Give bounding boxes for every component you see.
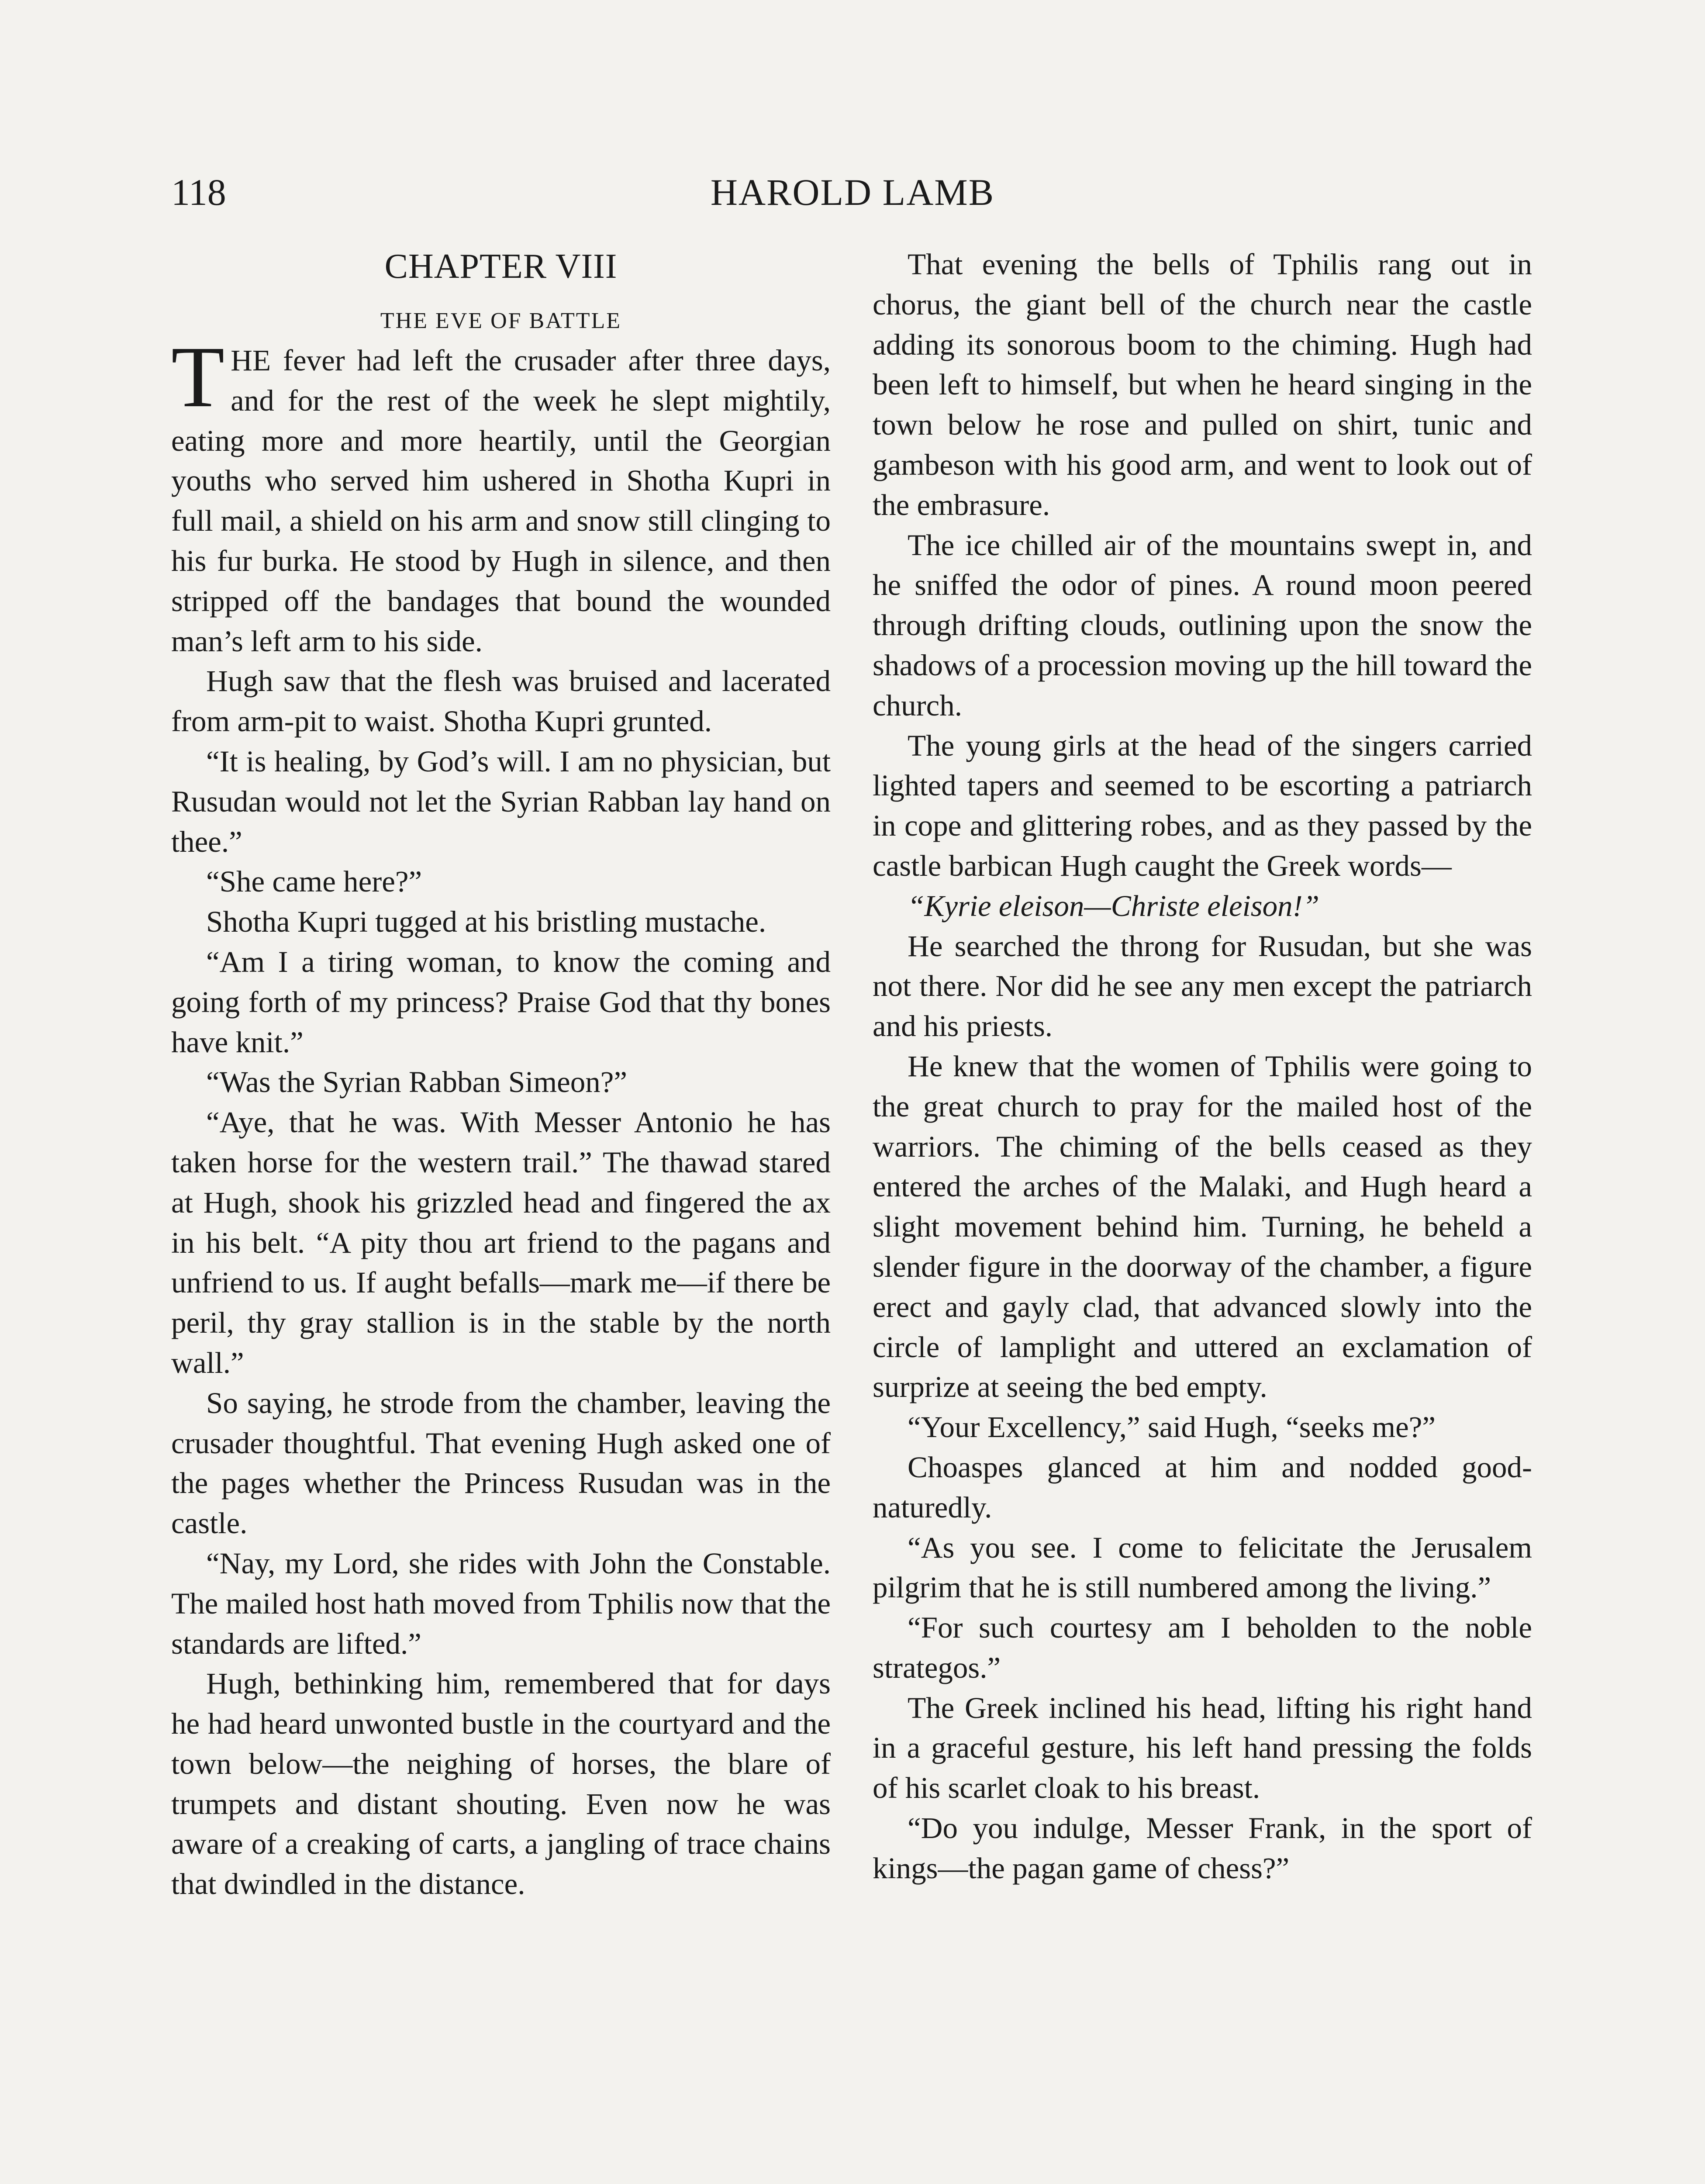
left-column bbox=[171, 245, 831, 1904]
page-number: 118 bbox=[171, 171, 226, 213]
paragraph: “Kyrie eleison—Christe eleison!” bbox=[908, 889, 1319, 923]
paragraph: “As you see. I come to felicitate the Jerusalem pilgrim that he is still numbered among the living.” bbox=[873, 1531, 1532, 1604]
paragraph: Hugh, bethinking him, remembered that for days he had heard unwonted bustle in the courtyard and the town below—the neighing of horses, the blare of trumpets and distant shouting. Even now he was aware of a creaking of carts, a jangling of trace chains that dwindled in the distance. bbox=[171, 1667, 831, 1901]
paragraph: “Was the Syrian Rabban Simeon?” bbox=[206, 1065, 628, 1099]
paragraph: Hugh saw that the flesh was bruised and lacerated from arm-pit to waist. Shotha Kupri grunted. bbox=[171, 664, 831, 738]
paragraph: “She came here?” bbox=[206, 865, 422, 898]
drop-cap: T bbox=[171, 329, 225, 425]
paragraph: “For such courtesy am I beholden to the noble strategos.” bbox=[873, 1611, 1532, 1684]
paragraph: Shotha Kupri tugged at his bristling mustache. bbox=[206, 905, 766, 939]
paragraph: THE fever had left the crusader after three days, and for the rest of the week he slept mightily, eating more and more heartily, until the Georgian youths who served him ushered in Shotha Kupri in full mail, a shield on his arm and snow still clinging to his fur burka. He stood by Hugh in silence, and then stripped off the bandages that bound the wounded man’s left arm to his side. bbox=[171, 329, 831, 658]
paragraph: Choaspes glanced at him and nodded good-naturedly. bbox=[873, 1450, 1532, 1524]
chapter-title: CHAPTER VIII bbox=[384, 247, 618, 286]
paragraph: “Nay, my Lord, she rides with John the Constable. The mailed host hath moved from Tphilis now that the standards are lifted.” bbox=[171, 1546, 831, 1660]
paragraph: “Am I a tiring woman, to know the coming and going forth of my princess? Praise God that thy bones have knit.” bbox=[171, 945, 831, 1059]
running-head bbox=[0, 166, 1705, 218]
paragraph: He searched the throng for Rusudan, but she was not there. Nor did he see any men except the patriarch and his priests. bbox=[873, 929, 1532, 1043]
running-title: HAROLD LAMB bbox=[710, 171, 995, 213]
paragraph: That evening the bells of Tphilis rang out in chorus, the giant bell of the church near the castle adding its sonorous boom to the chiming. Hugh had been left to himself, but when he heard singing in the town below he rose and pulled on shirt, tunic and gambeson with his good arm, and went to look out of the embrasure. bbox=[873, 248, 1532, 522]
chapter-subtitle: THE EVE OF BATTLE bbox=[380, 308, 622, 333]
paragraph: The ice chilled air of the mountains swept in, and he sniffed the odor of pines. A round moon peered through drifting clouds, outlining upon the snow the shadows of a procession moving up the hill toward the church. bbox=[873, 528, 1532, 722]
paragraph: The young girls at the head of the singers carried lighted tapers and seemed to be escorting a patriarch in cope and glittering robes, and as they passed by the castle barbican Hugh caught the Greek words— bbox=[873, 729, 1532, 882]
paragraph: “Aye, that he was. With Messer Antonio he has taken horse for the western trail.” The thawad stared at Hugh, shook his grizzled head and fingered the ax in his belt. “A pity thou art friend to the pagans and unfriend to us. If aught befalls—mark me—if there be peril, thy gray stallion is in the stable by the north wall.” bbox=[171, 1106, 831, 1379]
paragraph: “Your Excellency,” said Hugh, “seeks me?” bbox=[908, 1410, 1436, 1444]
paragraph: So saying, he strode from the chamber, leaving the crusader thoughtful. That evening Hugh asked one of the pages whether the Princess Rusudan was in the castle. bbox=[171, 1386, 831, 1540]
right-column bbox=[873, 245, 1532, 1889]
paragraph: “It is healing, by God’s will. I am no physician, but Rusudan would not let the Syrian Rabban lay hand on thee.” bbox=[171, 744, 831, 858]
paragraph: The Greek inclined his head, lifting his right hand in a graceful gesture, his left hand pressing the folds of his scarlet cloak to his breast. bbox=[873, 1691, 1532, 1805]
paragraph: He knew that the women of Tphilis were going to the great church to pray for the mailed host of the warriors. The chiming of the bells ceased as they entered the arches of the Malaki, and Hugh heard a slight movement behind him. Turning, he beheld a slender figure in the doorway of the chamber, a figure erect and gayly clad, that advanced slowly into the circle of lamplight and uttered an exclamation of surprize at seeing the bed empty. bbox=[873, 1049, 1532, 1404]
paragraph: “Do you indulge, Messer Frank, in the sport of kings—the pagan game of chess?” bbox=[873, 1811, 1532, 1885]
